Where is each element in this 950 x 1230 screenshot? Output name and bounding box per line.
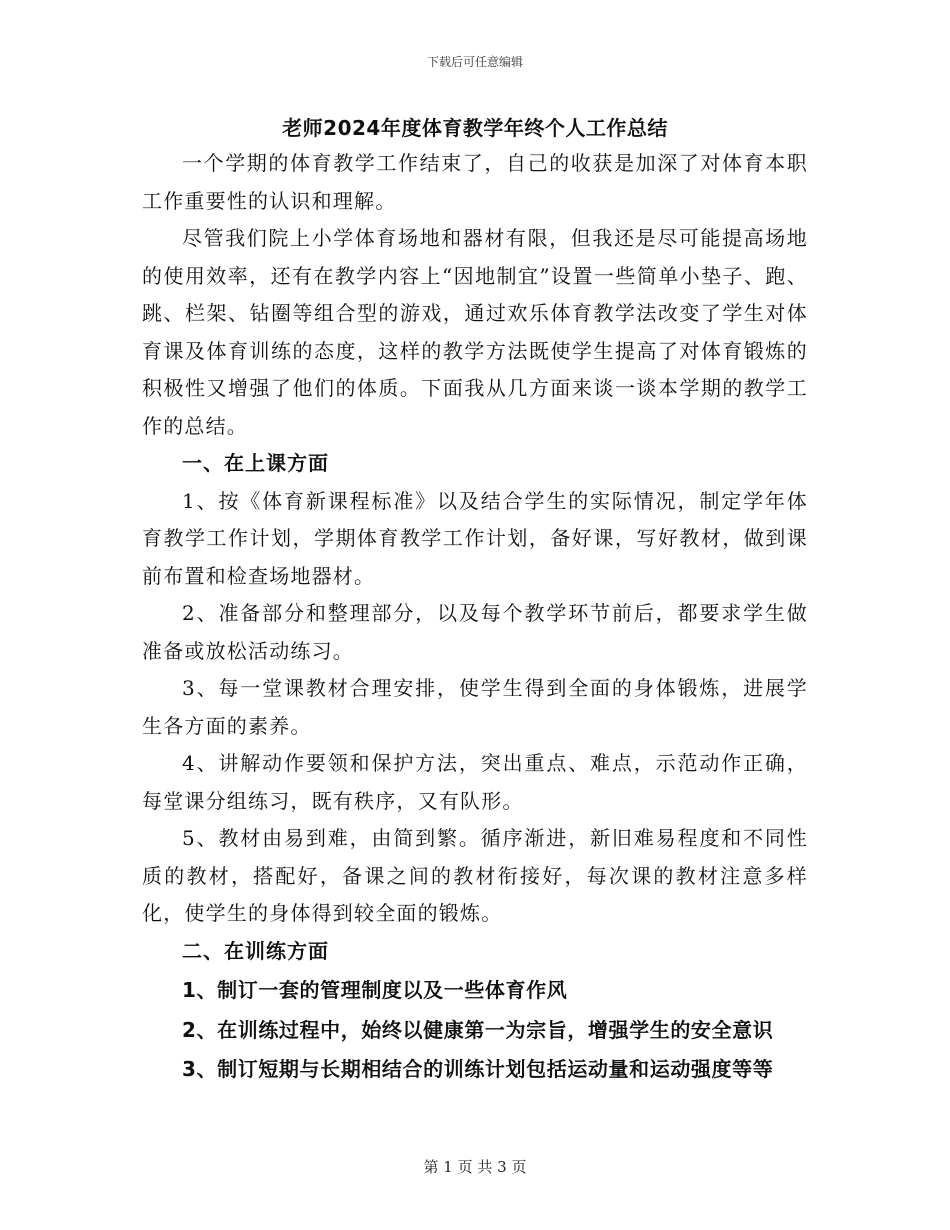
teaching-item-4: 4、讲解动作要领和保护方法，突出重点、难点，示范动作正确，每堂课分组练习，既有秩序，又有队形。 [142,751,808,813]
section-heading-teaching: 一、在上课方面 [182,451,329,475]
body-paragraph: 尽管我们院上小学体育场地和器材有限，但我还是尽可能提高场地的使用效率，还有在教学内容上“因地制宜”设置一些简单小垫子、跑、跳、栏架、钻圈等组合型的游戏，通过欢乐体育教学法改变了学生对体育课及体育训练的态度，这样的教学方法既使学生提高了对体育锻炼的积极性又增强了他们的体质。下面我从几方面来谈一谈本学期的教学工作的总结。 [142,226,808,438]
teaching-item-3: 3、每一堂课教材合理安排，使学生得到全面的身体锻炼，进展学生各方面的素养。 [142,676,808,738]
document-body [142,145,808,1089]
intro-paragraph: 一个学期的体育教学工作结束了，自己的收获是加深了对体育本职工作重要性的认识和理解。 [142,151,808,213]
section-heading-training: 二、在训练方面 [182,938,329,963]
teaching-item-5: 5、教材由易到难，由简到繁。循序渐进，新旧难易程度和不同性质的教材，搭配好，备课之间的教材衔接好，每次课的教材注意多样化，使学生的身体得到较全面的锻炼。 [142,826,808,925]
page-number-footer: 第 1 页 共 3 页 [423,1158,527,1176]
header-note: 下载后可任意编辑 [426,55,523,69]
training-item-3: 3、制订短期与长期相结合的训练计划包括运动量和运动强度等等 [182,1057,774,1081]
teaching-item-2: 2、准备部分和整理部分，以及每个教学环节前后，都要求学生做准备或放松活动练习。 [142,601,808,663]
training-item-1: 1、制订一套的管理制度以及一些体育作风 [182,978,568,1002]
teaching-item-1: 1、按《体育新课程标准》以及结合学生的实际情况，制定学年体育教学工作计划，学期体育教学工作计划，备好课，写好教材，做到课前布置和检查场地器材。 [142,488,808,588]
document-title: 老师2024年度体育教学年终个人工作总结 [282,116,668,140]
training-item-2: 2、在训练过程中，始终以健康第一为宗旨，增强学生的安全意识 [182,1017,774,1042]
